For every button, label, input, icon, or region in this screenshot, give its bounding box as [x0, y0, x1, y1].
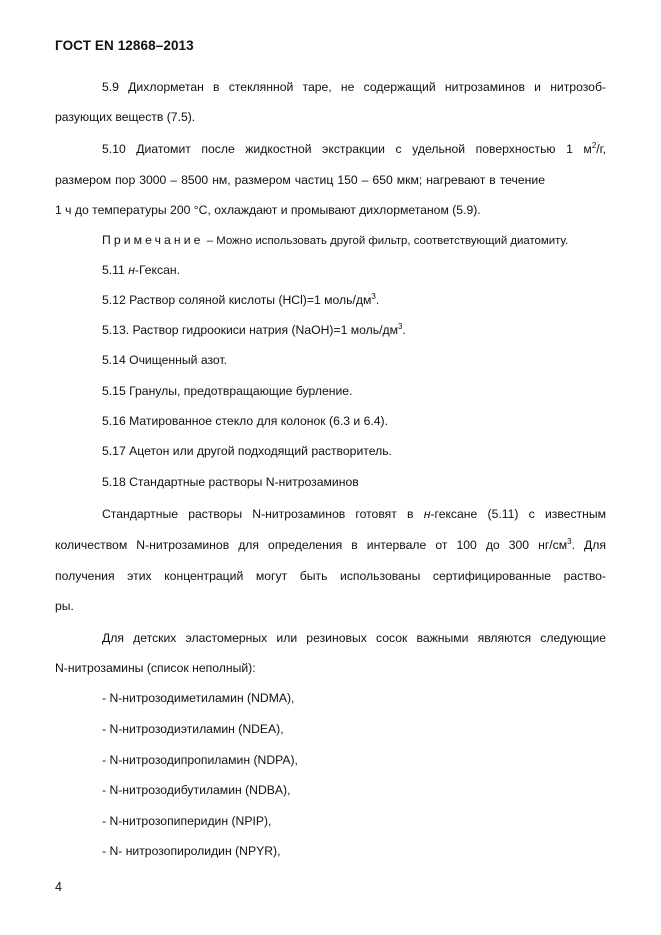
para-5-11-num: 5.11: [102, 263, 129, 277]
list-item: - N-нитрозодипропиламин (NDPA),: [102, 753, 298, 767]
std-para-line-3: получения этих концентраций могут быть использованы сертифицированные раство-: [55, 569, 606, 583]
para-5-9-line-1: 5.9 Дихлорметан в стеклянной таре, не содержащий нитрозаминов и нитрозоб-: [102, 80, 606, 94]
para-5-10-line-1: [55, 141, 606, 157]
note-text: – Можно использовать другой фильтр, соответствующий диатомиту.: [203, 235, 569, 247]
superscript: 3: [397, 322, 403, 331]
para-5-15: 5.15 Гранулы, предотвращающие бурление.: [102, 384, 353, 398]
standard-header: ГОСТ EN 12868–2013: [55, 38, 194, 53]
note: [102, 232, 568, 249]
para-5-13-end: .: [402, 323, 406, 337]
para-5-12-text: 5.12 Раствор соляной кислоты (HCl)=1 моль/дм: [102, 293, 372, 307]
child-para-line-1: Для детских эластомерных или резиновых сосок важными являются следующие: [102, 631, 606, 645]
italic-n: н: [423, 507, 431, 521]
para-5-13: [102, 322, 406, 338]
std-line-2-text-a: количеством N-нитрозаминов для определения в интервале от 100 до 300 нг/см: [55, 538, 568, 552]
list-item: - N-нитрозодибутиламин (NDBA),: [102, 783, 291, 797]
note-label: Примечание: [102, 233, 204, 247]
page-number: 4: [55, 880, 62, 894]
para-5-11: [102, 262, 180, 278]
superscript: 3: [567, 537, 572, 546]
para-5-17: 5.17 Ацетон или другой подходящий растворитель.: [102, 444, 392, 458]
std-line-1-text-b: -гексане (5.11) с известным: [430, 507, 606, 521]
para-5-9-line-2: разующих веществ (7.5).: [55, 110, 196, 124]
para-5-13-text: 5.13. Раствор гидроокиси натрия (NaOH)=1 моль/дм: [102, 323, 398, 337]
list-item: - N-нитрозодиэтиламин (NDEA),: [102, 722, 284, 736]
para-5-10-text-b: /г,: [596, 142, 606, 156]
std-para-line-1: [55, 506, 606, 522]
para-5-12: [102, 292, 379, 308]
para-5-18: 5.18 Стандартные растворы N-нитрозаминов: [102, 475, 359, 489]
para-5-12-end: .: [375, 293, 380, 307]
superscript: 2: [591, 141, 597, 150]
para-5-11-rest: -Гексан.: [134, 263, 180, 277]
child-para-line-2: N-нитрозамины (список неполный):: [55, 661, 256, 675]
std-para-line-2: [55, 537, 606, 553]
para-5-10-text-a: 5.10 Диатомит после жидкостной экстракции с удельной поверхностью 1 м: [102, 142, 592, 156]
std-line-1-text-a: Стандартные растворы N-нитрозаминов готовят в: [102, 507, 424, 521]
list-item: - N- нитрозопиролидин (NPYR),: [102, 844, 281, 858]
para-5-14: 5.14 Очищенный азот.: [102, 353, 228, 367]
para-5-16: 5.16 Матированное стекло для колонок (6.3 и 6.4).: [102, 414, 388, 428]
superscript: 3: [371, 292, 376, 301]
list-item: - N-нитрозопиперидин (NPIP),: [102, 814, 272, 828]
italic-n: н: [128, 263, 135, 277]
std-para-line-4: ры.: [55, 599, 74, 613]
para-5-10-line-2: размером пор 3000 – 8500 нм, размером частиц 150 – 650 мкм; нагревают в течение: [55, 173, 545, 187]
std-line-2-text-b: . Для: [571, 538, 606, 552]
list-item: - N-нитрозодиметиламин (NDMA),: [102, 691, 295, 705]
para-5-10-line-3: 1 ч до температуры 200 °С, охлаждают и промывают дихлорметаном (5.9).: [55, 203, 481, 217]
